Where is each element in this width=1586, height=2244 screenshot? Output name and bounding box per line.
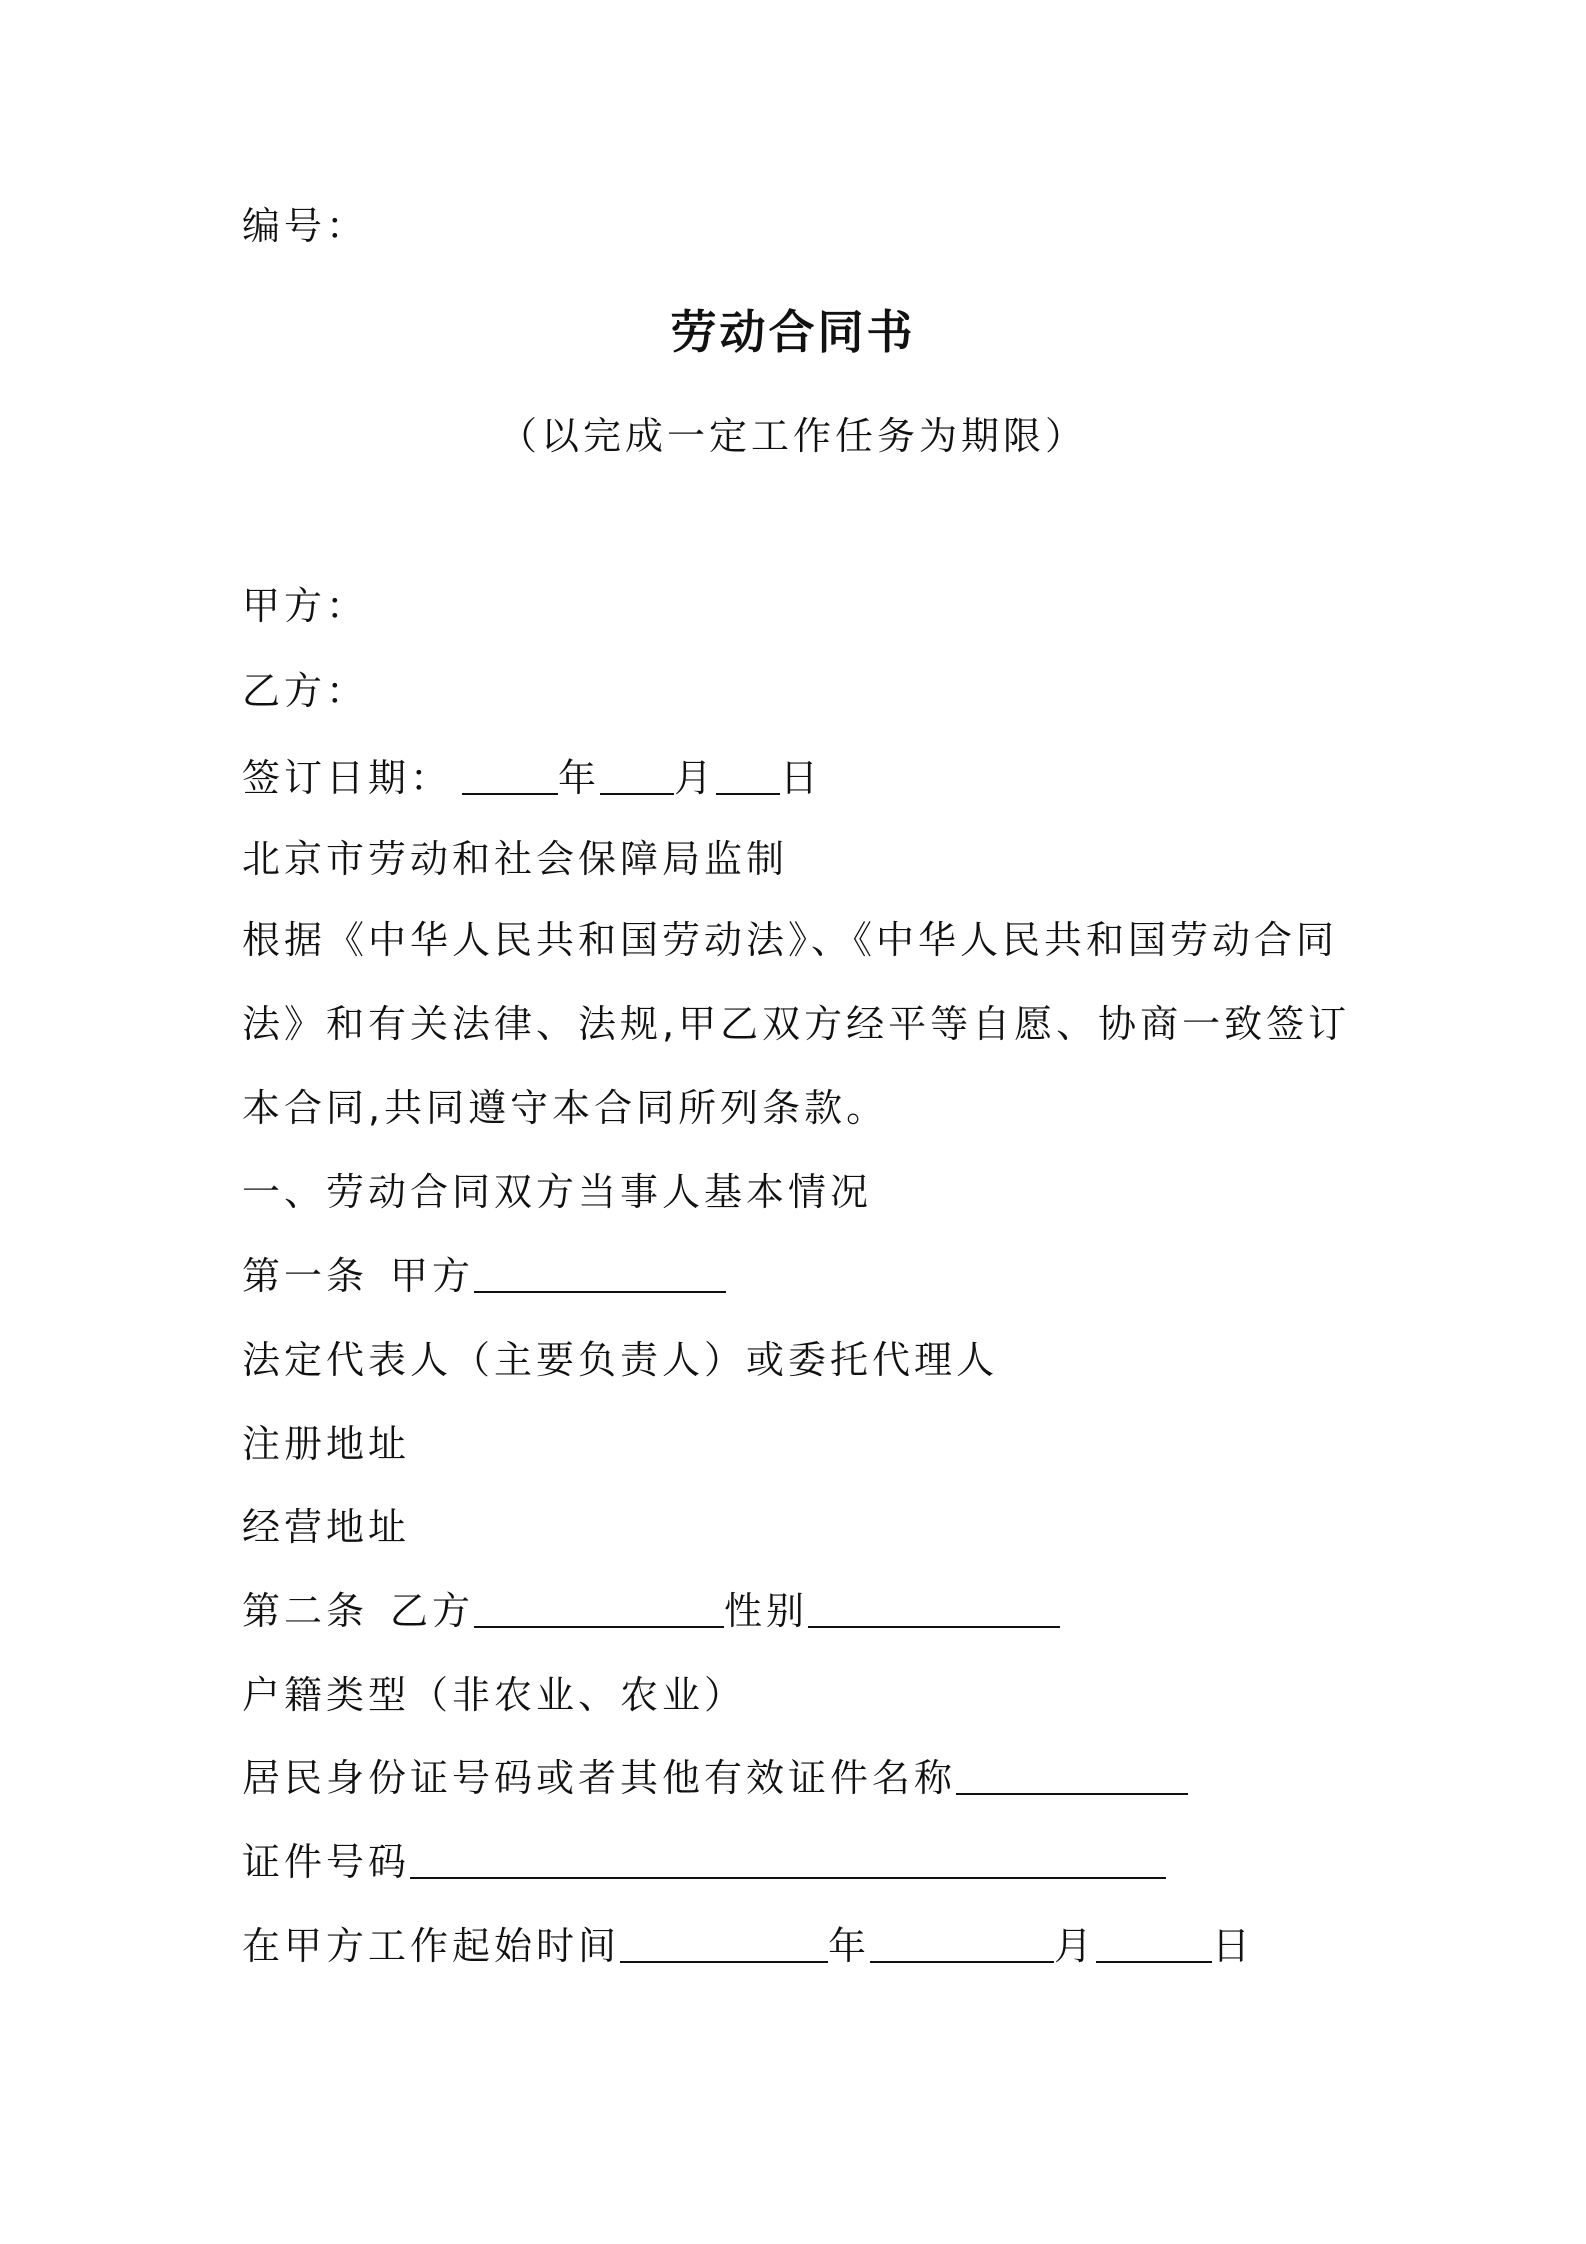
id-number-blank[interactable] — [410, 1837, 1166, 1879]
article-2-line — [242, 1585, 1060, 1637]
id-doc-name-label: 居民身份证号码或者其他有效证件名称 — [242, 1756, 957, 1800]
start-month-blank[interactable] — [870, 1921, 1054, 1963]
legal-rep-line: 法定代表人（主要负责人）或委托代理人 — [242, 1338, 999, 1382]
sign-month-label: 月 — [674, 756, 717, 800]
sign-day-label: 日 — [780, 756, 823, 800]
start-time-line — [242, 1920, 1254, 1972]
sign-date-label: 签订日期： — [242, 756, 453, 800]
document-title: 劳动合同书 — [670, 305, 916, 359]
section-1-heading: 一、劳动合同双方当事人基本情况 — [242, 1170, 873, 1214]
id-number-label: 证件号码 — [242, 1840, 411, 1884]
preamble-line-1: 根据《中华人民共和国劳动法》、《中华人民共和国劳动合同 — [242, 918, 1339, 962]
id-doc-name-blank[interactable] — [956, 1753, 1188, 1795]
contract-number: 编号： — [242, 204, 369, 248]
party-b-name-blank[interactable] — [474, 1586, 724, 1628]
id-doc-name-line — [242, 1752, 1188, 1804]
party-b-line: 乙方： — [242, 669, 369, 713]
preamble-line-3: 本合同,共同遵守本合同所列条款。 — [242, 1086, 889, 1130]
gender-label: 性别 — [724, 1589, 809, 1633]
start-day-label: 日 — [1212, 1924, 1255, 1968]
start-day-blank[interactable] — [1096, 1921, 1212, 1963]
article-2-party: 乙方 — [390, 1589, 475, 1633]
id-number-line — [242, 1836, 1166, 1888]
business-address-line: 经营地址 — [242, 1505, 411, 1549]
sign-month-blank[interactable] — [600, 753, 674, 795]
sign-year-label: 年 — [558, 756, 601, 800]
preamble-line-2: 法》和有关法律、法规,甲乙双方经平等自愿、协商一致签订 — [242, 1002, 1351, 1046]
article-1-label: 第一条 — [242, 1254, 369, 1298]
sign-date-line — [242, 752, 822, 804]
article-1-line — [242, 1250, 726, 1302]
article-2-label: 第二条 — [242, 1589, 369, 1633]
article-1-party: 甲方 — [390, 1254, 475, 1298]
party-a-name-blank[interactable] — [474, 1251, 726, 1293]
start-year-blank[interactable] — [620, 1921, 828, 1963]
sign-day-blank[interactable] — [716, 753, 780, 795]
supervisor-line: 北京市劳动和社会保障局监制 — [242, 837, 789, 881]
document-subtitle: （以完成一定工作任务为期限） — [498, 414, 1087, 458]
party-a-line: 甲方： — [242, 584, 369, 628]
sign-year-blank[interactable] — [462, 753, 558, 795]
start-time-label: 在甲方工作起始时间 — [242, 1924, 621, 1968]
gender-blank[interactable] — [808, 1586, 1060, 1628]
household-type-line: 户籍类型（非农业、农业） — [242, 1673, 747, 1717]
start-year-label: 年 — [828, 1924, 871, 1968]
registered-address-line: 注册地址 — [242, 1422, 411, 1466]
start-month-label: 月 — [1054, 1924, 1097, 1968]
